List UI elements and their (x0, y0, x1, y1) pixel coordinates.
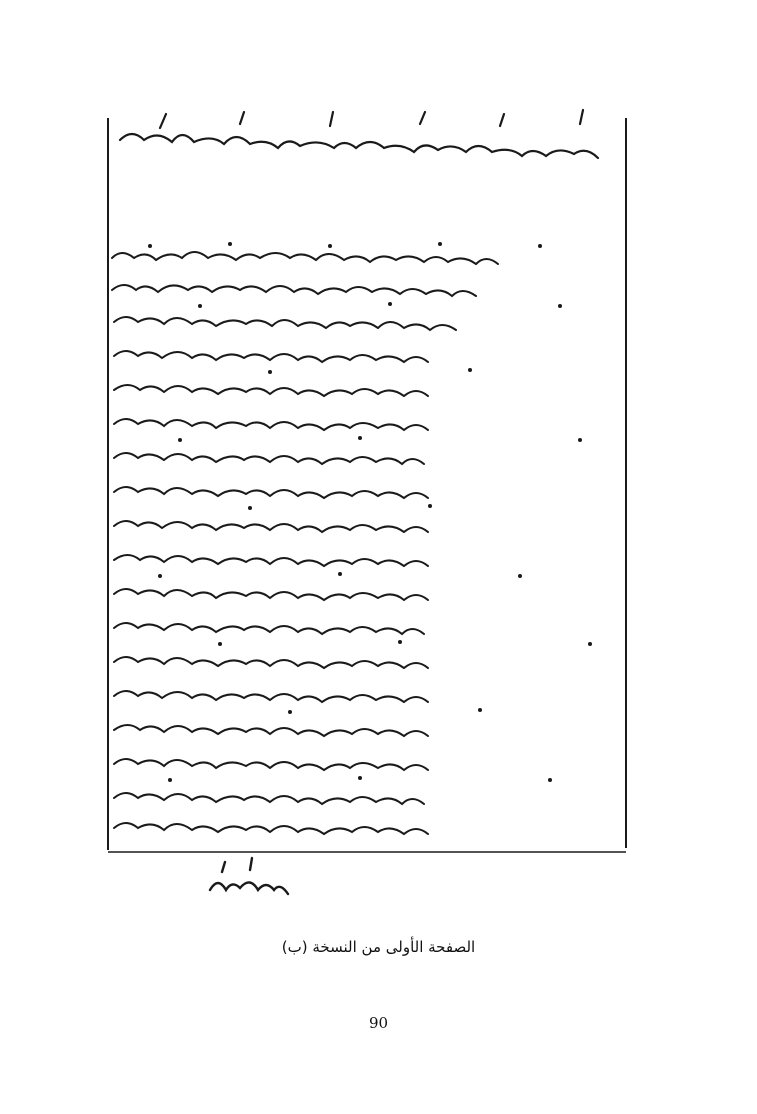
manuscript-body-lines (112, 252, 498, 834)
figure-caption: الصفحة الأولى من النسخة (ب) (281, 938, 476, 956)
manuscript-header-line (120, 110, 598, 158)
page-number: 90 (368, 1014, 389, 1032)
manuscript-signature (210, 858, 288, 894)
manuscript-frame (108, 118, 626, 852)
